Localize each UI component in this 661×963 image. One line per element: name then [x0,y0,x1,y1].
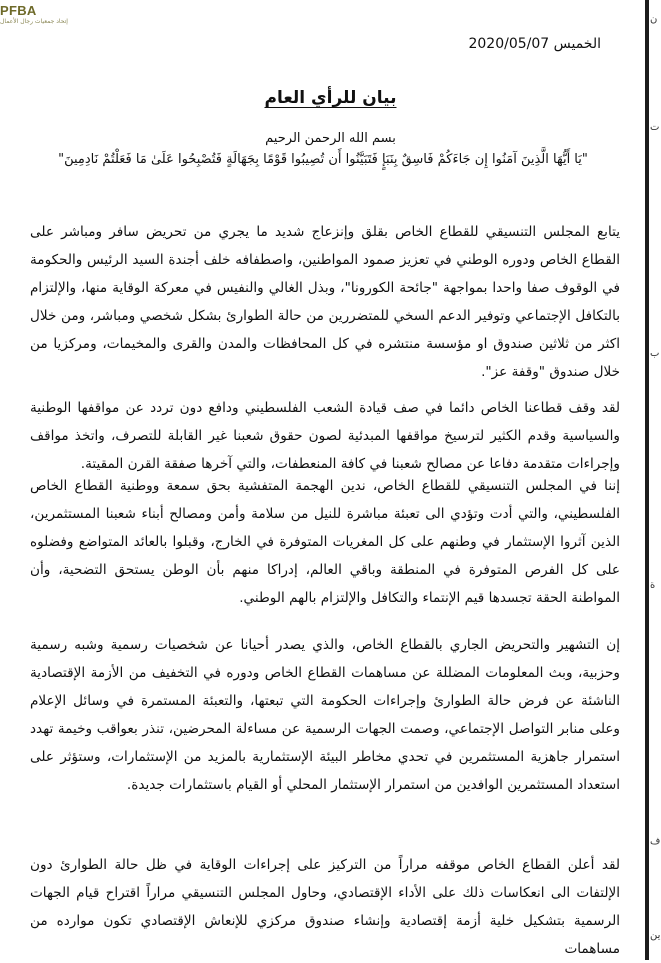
adjacent-page-fragment: ين [650,930,661,941]
date-value: 2020/05/07 [468,36,550,52]
paragraph: يتابع المجلس التنسيقي للقطاع الخاص بقلق وإنزعاج شديد ما يجري من تحريض سافر ومباشر على القطاع الخاص ودوره الوطني في تعزيز صمود المواطنين، واصطفافه خلف أجندة السيد الرئيس والحكومة في الوقوف صفا واحدا بمواجهة "جائحة الكورونا"، وبذل الغالي والنفيس في معركة الوقاية منها، والإلتزام بالتكافل الإجتماعي وتوفير الدعم السخي للمتضررين من حالة الطوارئ بشكل شخصي ومباشر، ومن خلال اكثر من ثلاثين صندوق او مؤسسة منتشره في كل المحافظات والمدن والقرى والمخيمات، ومركزيا من خلال صندوق "وقفة عز". [30,224,620,380]
logo-text: PFBA [0,3,37,18]
paragraph: إننا في المجلس التنسيقي للقطاع الخاص، ندين الهجمة المتفشية بحق سمعة ووطنية القطاع الخاص الفلسطيني، والتي أدت وتؤدي الى تعبئة مباشرة للنيل من سلامة وأمن ومصالح أبناء شعبنا المستثمرين، الذين آثروا الإستثمار في وطنهم على كل المغريات المتوفرة في الخارج، وقبلوا بالعائد المتواضع وفضلوه على كل الفرص المتوفرة في المنطقة وباقي العالم، إدراكا منهم بأن الوطن يستحق التضحية، وأن المواطنة الحقة تجسدها قيم الإنتماء والتكافل والإلتزام بالهم الوطني. [30,478,620,606]
adjacent-page-fragment: ت [650,122,660,133]
basmala: بسم الله الرحمن الرحيم [265,131,396,146]
adjacent-page-fragment: ف [650,836,661,847]
adjacent-page-fragment: ة [650,580,656,591]
adjacent-page-fragment: ب [650,348,660,359]
adjacent-page-fragment: ن [650,14,658,25]
paragraph: إن التشهير والتحريض الجاري بالقطاع الخاص، والذي يصدر أحيانا عن شخصيات رسمية وشبه رسمية وحزبية، وبث المعلومات المضللة عن مساهمات القطاع الخاص ودوره في التخفيف من الأزمة الإقتصادية الناشئة عن فرض حالة الطوارئ وإجراءات الحكومة التي تبعتها، والتعبئة المستمرة في وسائل الإعلام وعلى منابر التواصل الإجتماعي، وصمت الجهات الرسمية عن مساءلة المحرضين، تنذر بعواقب وخيمة تهدد استمرار جاهزية المستثمرين في تحدي مخاطر البيئة الإستثمارية بالمزيد من الإستثمارات، وستؤثر على استعداد المستثمرين الوافدين من استمرار الإستثمار المحلي أو القيام باستثمارات جديدة. [30,637,620,793]
document-title: بيان للرأي العام [264,88,397,108]
logo-subtitle: إتحاد جمعيات رجال الأعمال [0,18,68,25]
date-line [468,36,601,52]
day-name: الخميس [553,36,601,52]
paragraph: لقد وقف قطاعنا الخاص دائما في صف قيادة الشعب الفلسطيني ودافع دون تردد عن مواقفها الوطنية والسياسية وقدم الكثير لترسيخ مواقفها المبدئية لصون حقوق شعبنا غير القابلة للتصرف، واتخذ مواقف وإجراءات متقدمة دفاعا عن مصالح شعبنا في كافة المنعطفات، والتي آخرها صفقة القرن المقيتة. [30,400,620,472]
organization-logo [0,4,80,26]
adjacent-page-strip [649,0,661,960]
quran-verse: "يَا أَيُّهَا الَّذِينَ آمَنُوا إِن جَاءَكُمْ فَاسِقٌ بِنَبَإٍ فَتَبَيَّنُوا أَن تُصِيبُوا قَوْمًا بِجَهَالَةٍ فَتُصْبِحُوا عَلَىٰ مَا فَعَلْتُمْ نَادِمِينَ" [58,152,588,167]
paragraph: لقد أعلن القطاع الخاص موقفه مراراً من التركيز على إجراءات الوقاية في ظل حالة الطوارئ دون الإلتفات الى انعكاسات ذلك على الأداء الإقتصادي، وحاول المجلس التنسيقي مراراً اقتراح قيام الجهات الرسمية بتشكيل خلية أزمة إقتصادية وإنشاء صندوق مركزي للإنعاش الإقتصادي تكون موارده من مساهمات [30,857,620,957]
